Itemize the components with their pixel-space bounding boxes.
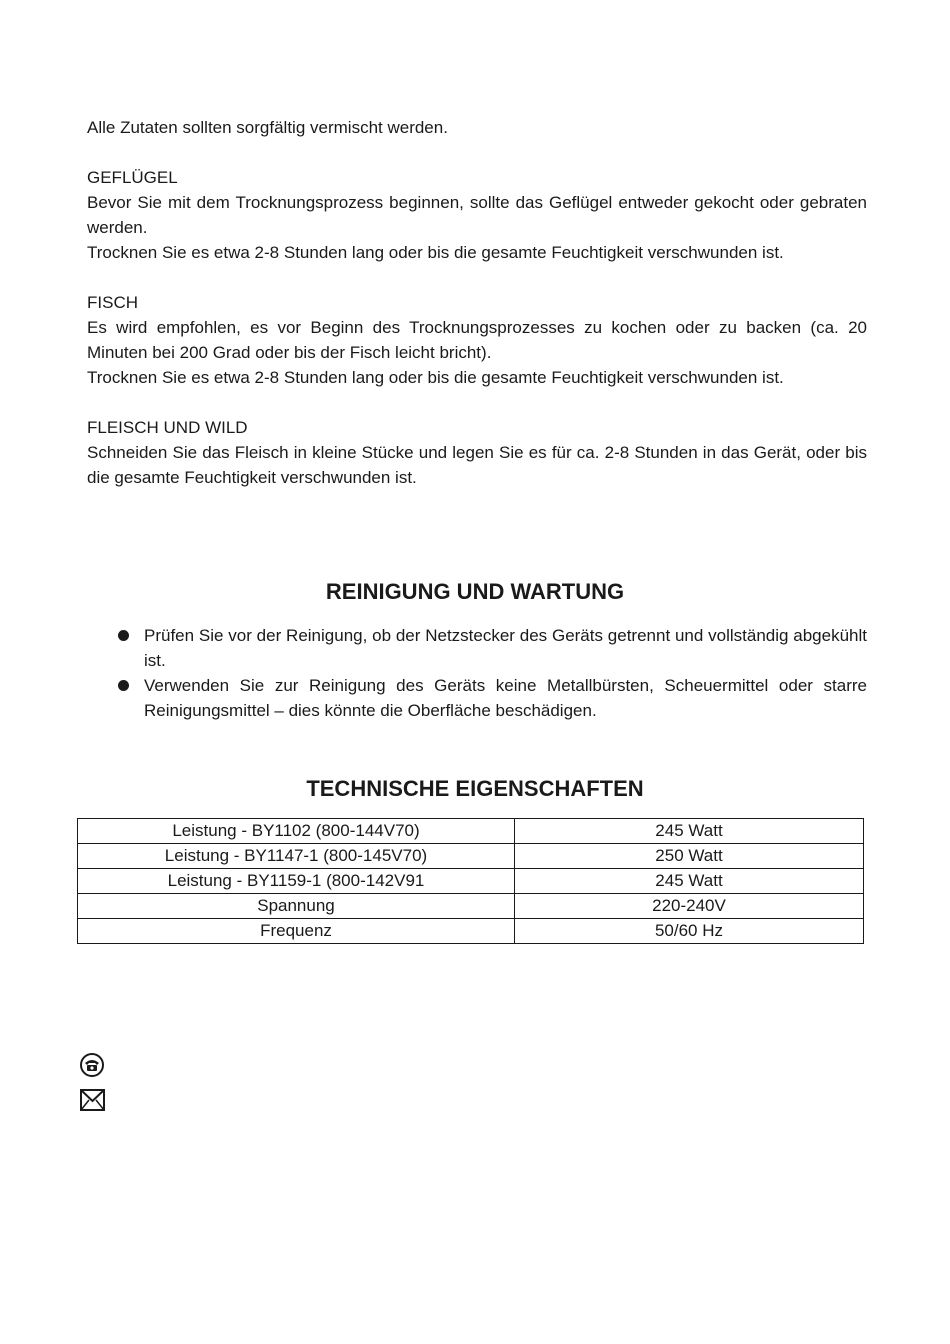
spec-value: 245 Watt	[515, 819, 864, 844]
spec-value: 50/60 Hz	[515, 919, 864, 944]
section-paragraph: Trocknen Sie es etwa 2-8 Stunden lang oder bis die gesamte Feuchtigkeit verschwunden ist.	[87, 368, 784, 387]
section-title-poultry: GEFLÜGEL	[87, 168, 178, 187]
intro-text: Alle Zutaten sollten sorgfältig vermischt werden.	[87, 118, 448, 137]
cleaning-heading: REINIGUNG UND WARTUNG	[325, 579, 625, 604]
telephone-icon	[80, 1053, 104, 1077]
spec-label: Leistung - BY1147-1 (800-145V70)	[78, 844, 515, 869]
cleaning-list	[112, 623, 867, 723]
bullet-icon	[118, 680, 129, 691]
section-title-meat: FLEISCH UND WILD	[87, 418, 248, 437]
section-paragraph: Trocknen Sie es etwa 2-8 Stunden lang oder bis die gesamte Feuchtigkeit verschwunden ist.	[87, 243, 784, 262]
table-row	[78, 869, 864, 894]
section-paragraph: Bevor Sie mit dem Trocknungsprozess beginnen, sollte das Geflügel entweder gekocht oder gebraten werden.	[87, 193, 867, 237]
spec-label: Leistung - BY1102 (800-144V70)	[78, 819, 515, 844]
list-item-text: Verwenden Sie zur Reinigung des Geräts keine Metallbürsten, Scheuermittel oder starre Reinigungsmittel – dies könnte die Oberfläche beschädigen.	[144, 676, 867, 720]
table-row	[78, 844, 864, 869]
table-row	[78, 919, 864, 944]
specs-heading: TECHNISCHE EIGENSCHAFTEN	[306, 776, 644, 801]
spec-label: Frequenz	[78, 919, 515, 944]
spec-label: Spannung	[78, 894, 515, 919]
spec-value: 250 Watt	[515, 844, 864, 869]
list-item-text: Prüfen Sie vor der Reinigung, ob der Netzstecker des Geräts getrennt und vollständig abgekühlt ist.	[144, 626, 867, 670]
section-title-fish: FISCH	[87, 293, 138, 312]
envelope-icon	[80, 1089, 105, 1111]
instructions-text	[87, 115, 867, 490]
spec-value: 245 Watt	[515, 869, 864, 894]
bullet-icon	[118, 630, 129, 641]
specs-table	[77, 818, 864, 944]
list-item	[112, 623, 867, 673]
table-row	[78, 894, 864, 919]
spec-label: Leistung - BY1159-1 (800-142V91	[78, 869, 515, 894]
table-row	[78, 819, 864, 844]
list-item	[112, 673, 867, 723]
section-paragraph: Schneiden Sie das Fleisch in kleine Stücke und legen Sie es für ca. 2-8 Stunden in das Gerät, oder bis die gesamte Feuchtigkeit verschwunden ist.	[87, 443, 867, 487]
section-paragraph: Es wird empfohlen, es vor Beginn des Trocknungsprozesses zu kochen oder zu backen (ca. 20 Minuten bei 200 Grad oder bis der Fisch leicht bricht).	[87, 318, 867, 362]
spec-value: 220-240V	[515, 894, 864, 919]
